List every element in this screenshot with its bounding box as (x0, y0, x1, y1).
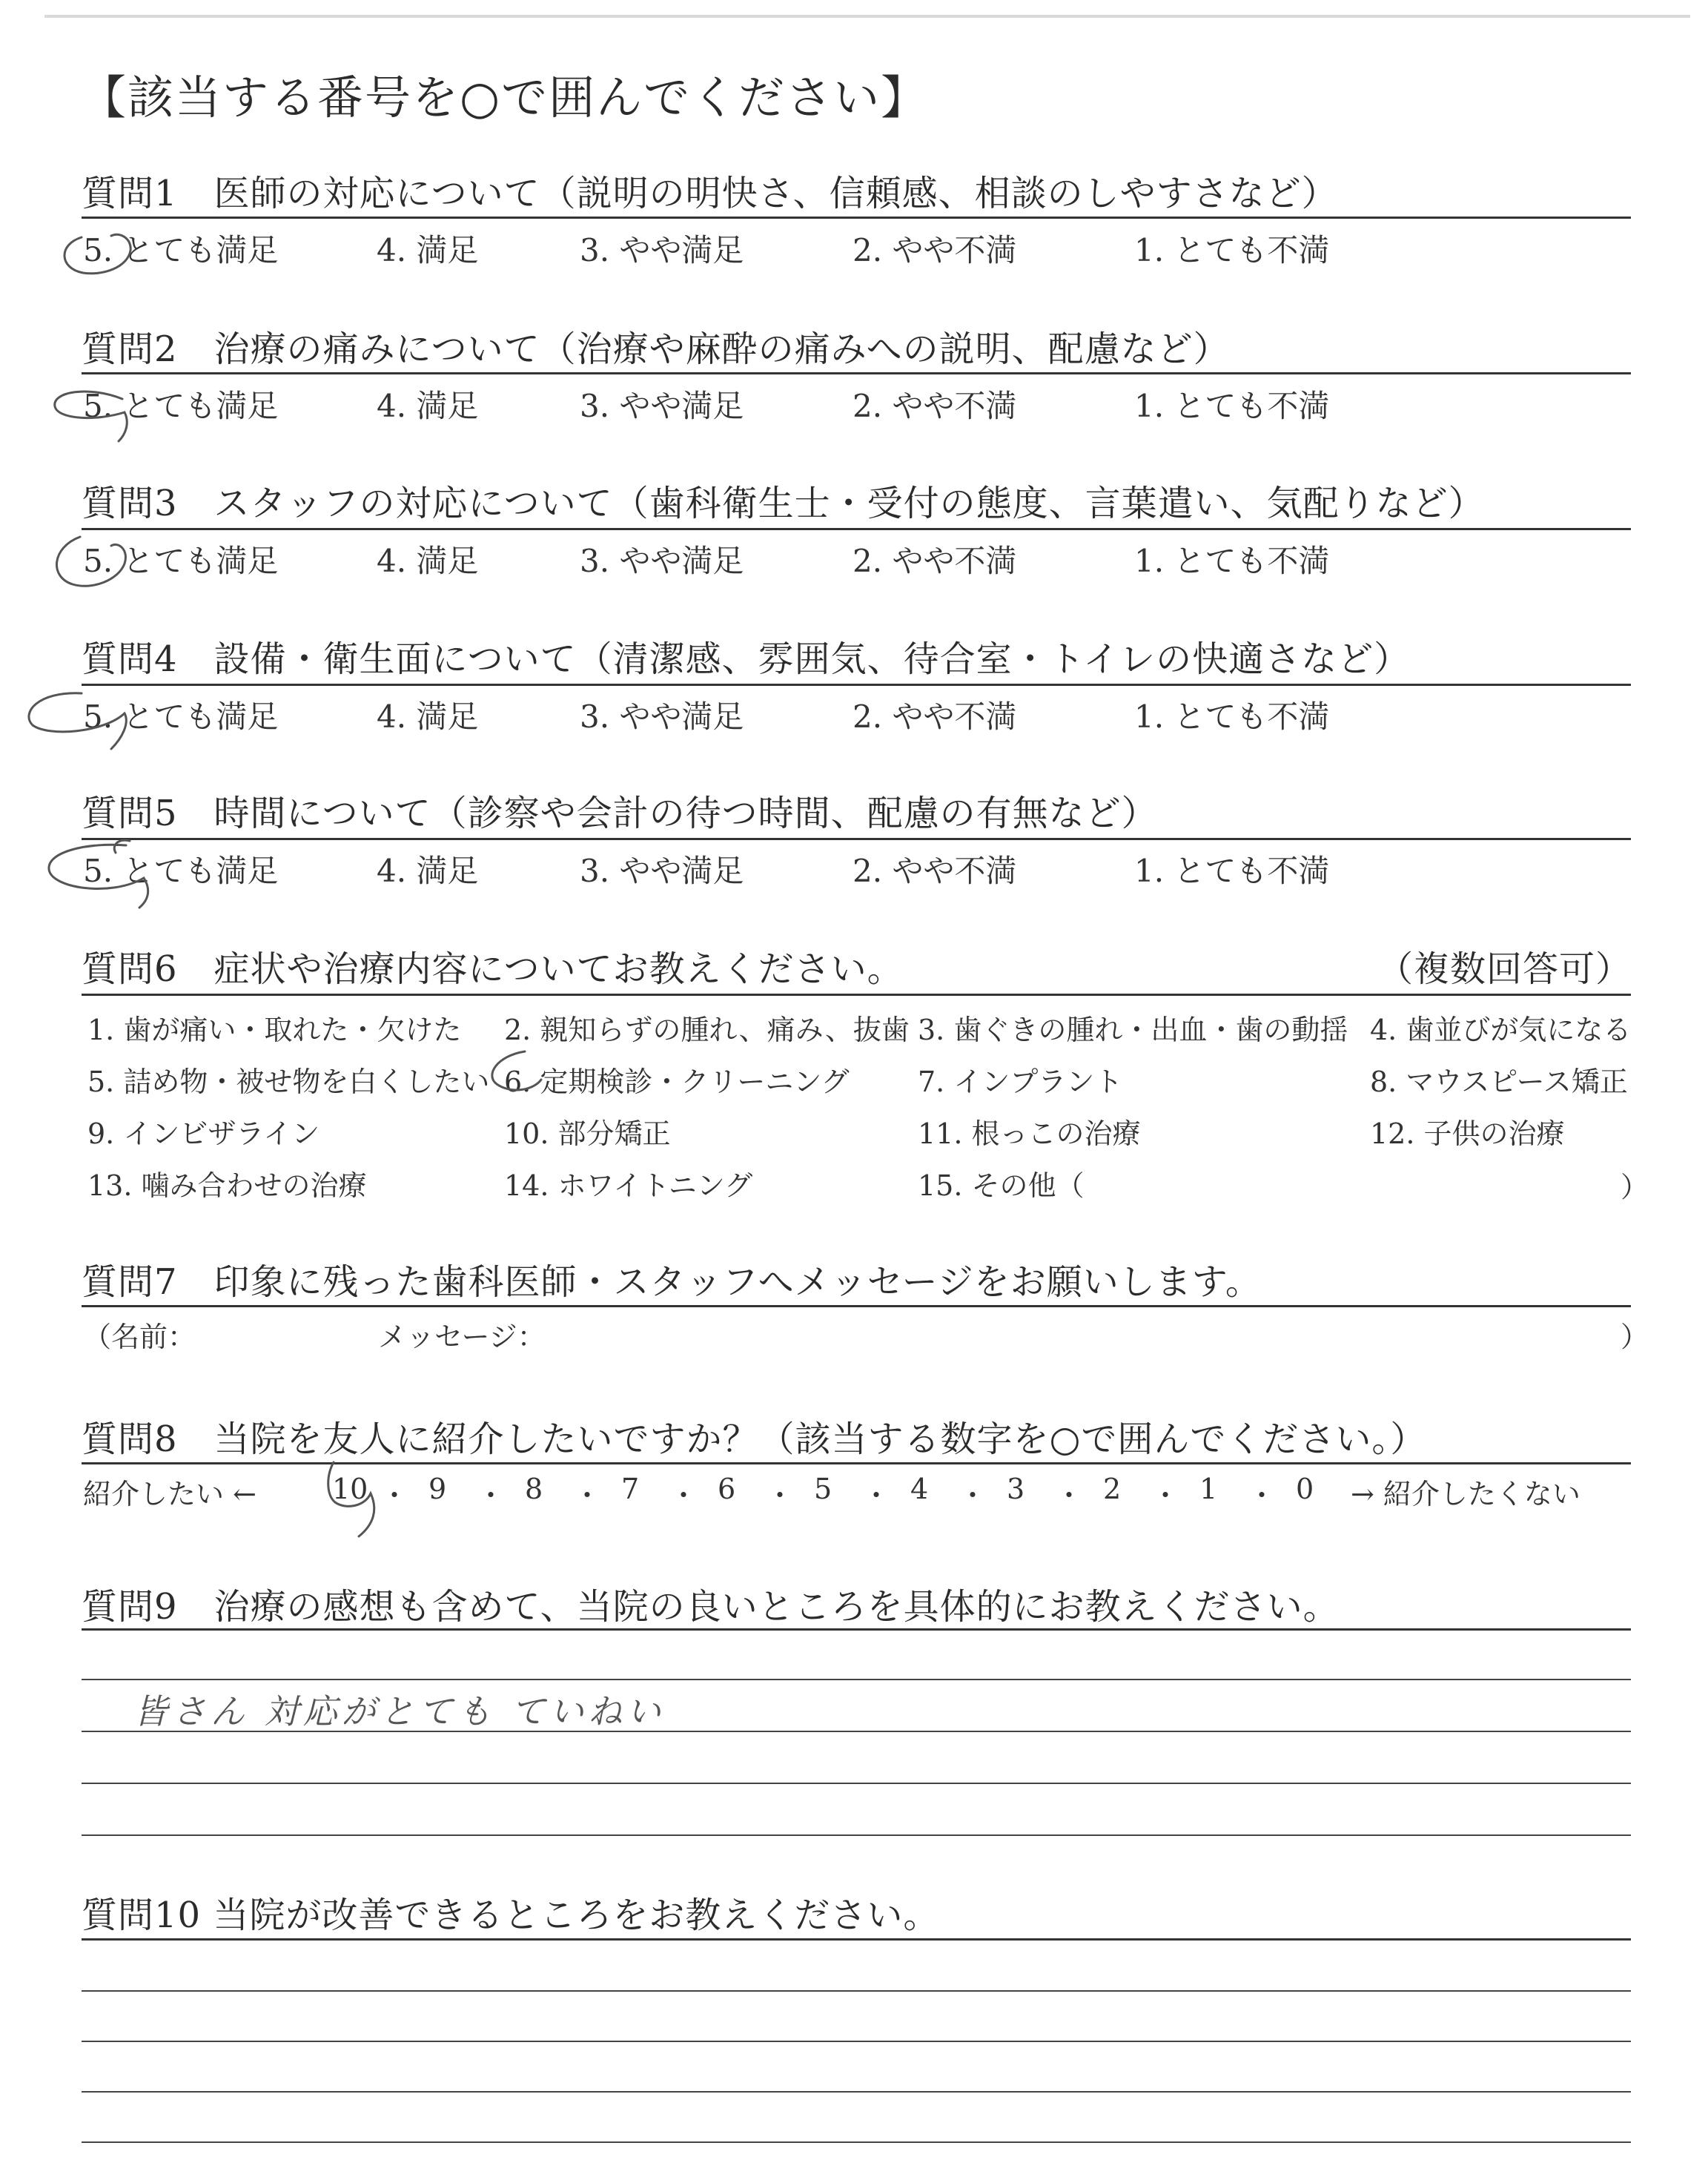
q6-option-5[interactable]: 5. 詰め物・被せ物を白くしたい (87, 1066, 490, 1098)
q6-option-6[interactable]: 6. 定期検診・クリーニング (504, 1066, 850, 1098)
q4-option-2[interactable]: 2. やや不満 (853, 698, 1017, 735)
q5-option-5[interactable]: 5. とても満足 (83, 853, 279, 889)
q9-rule (82, 1628, 1631, 1631)
q7-title: 質問7 印象に残った歯科医師・スタッフへメッセージをお願いします。 (82, 1261, 1262, 1303)
q8-scale-value-1[interactable]: 1 (1199, 1473, 1218, 1505)
q5-title: 質問5 時間について（診察や会計の待つ時間、配慮の有無など） (82, 793, 1158, 834)
q4-option-4[interactable]: 4. 満足 (377, 698, 479, 735)
q6-option-1[interactable]: 1. 歯が痛い・取れた・欠けた (87, 1014, 462, 1046)
q1-title: 質問1 医師の対応について（説明の明快さ、信頼感、相談のしやすさなど） (82, 173, 1338, 214)
q8-scale-separator: ・ (1055, 1479, 1084, 1512)
q1-option-4[interactable]: 4. 満足 (377, 232, 479, 268)
q6-option-12[interactable]: 12. 子供の治療 (1370, 1117, 1565, 1150)
q9-answer-line-3 (82, 1783, 1631, 1784)
q8-scale-value-9[interactable]: 9 (428, 1473, 447, 1505)
q4-option-3[interactable]: 3. やや満足 (580, 698, 744, 735)
q6-rule (82, 994, 1631, 996)
q7-message-label: メッセージ： (378, 1321, 546, 1353)
q10-title: 質問10 当院が改善できるところをお教えください。 (82, 1895, 940, 1936)
q7-name-label: （名前： (83, 1321, 196, 1353)
q1-option-3[interactable]: 3. やや満足 (580, 232, 744, 268)
q3-option-1[interactable]: 1. とても不満 (1134, 543, 1330, 579)
q10-answer-line-2 (82, 2041, 1631, 2042)
q6-option-9[interactable]: 9. インビザライン (87, 1117, 320, 1150)
q4-rule (82, 684, 1631, 686)
q9-answer-line-2 (82, 1731, 1631, 1732)
q8-scale-value-2[interactable]: 2 (1103, 1473, 1122, 1505)
q8-scale-value-7[interactable]: 7 (621, 1473, 640, 1505)
q1-rule (82, 217, 1631, 219)
q9-answer-line-4 (82, 1834, 1631, 1836)
q6-option-14[interactable]: 14. ホワイトニング (504, 1169, 753, 1202)
q3-rule (82, 528, 1631, 530)
q10-answer-line-3 (82, 2091, 1631, 2093)
q8-scale-value-4[interactable]: 4 (910, 1473, 929, 1505)
q6-other-close-paren: ） (1621, 1171, 1649, 1203)
q9-handwritten-answer: 皆さん 対応がとても ていねい (133, 1691, 666, 1731)
q5-option-2[interactable]: 2. やや不満 (853, 853, 1017, 889)
q6-option-10[interactable]: 10. 部分矯正 (504, 1117, 671, 1150)
q8-scale-separator: ・ (766, 1479, 795, 1512)
q2-rule (82, 372, 1631, 374)
q2-option-3[interactable]: 3. やや満足 (580, 388, 744, 424)
q8-right-label: → 紹介したくない (1351, 1478, 1580, 1510)
q8-scale-separator: ・ (477, 1479, 506, 1512)
q4-option-1[interactable]: 1. とても不満 (1134, 698, 1330, 735)
q7-rule (82, 1305, 1631, 1307)
q6-option-13[interactable]: 13. 噛み合わせの治療 (87, 1169, 367, 1202)
q8-title: 質問8 当院を友人に紹介したいですか？（該当する数字を○で囲んでください。） (82, 1418, 1427, 1460)
q8-scale-separator: ・ (1248, 1479, 1277, 1512)
q1-option-5[interactable]: 5. とても満足 (83, 232, 279, 268)
q8-scale-separator: ・ (573, 1479, 602, 1512)
q6-option-8[interactable]: 8. マウスピース矯正 (1370, 1066, 1628, 1098)
q4-title: 質問4 設備・衛生面について（清潔感、雰囲気、待合室・トイレの快適さなど） (82, 638, 1411, 680)
q5-rule (82, 838, 1631, 840)
q8-scale-value-3[interactable]: 3 (1007, 1473, 1025, 1505)
q2-option-4[interactable]: 4. 満足 (377, 388, 479, 424)
q8-scale-value-8[interactable]: 8 (525, 1473, 543, 1505)
q5-option-3[interactable]: 3. やや満足 (580, 853, 744, 889)
q10-answer-line-4 (82, 2141, 1631, 2143)
q8-rule (82, 1462, 1631, 1464)
q2-option-2[interactable]: 2. やや不満 (853, 388, 1017, 424)
q1-option-2[interactable]: 2. やや不満 (853, 232, 1017, 268)
q3-option-4[interactable]: 4. 満足 (377, 543, 479, 579)
q3-option-5[interactable]: 5. とても満足 (83, 543, 279, 579)
q8-scale-value-6[interactable]: 6 (718, 1473, 736, 1505)
q2-option-5[interactable]: 5. とても満足 (83, 388, 279, 424)
q9-title: 質問9 治療の感想も含めて、当院の良いところを具体的にお教えください。 (82, 1586, 1340, 1628)
q6-option-7[interactable]: 7. インプラント (918, 1066, 1123, 1098)
q8-left-label: 紹介したい ← (83, 1478, 256, 1510)
q7-close-paren: ） (1621, 1321, 1649, 1353)
q3-option-2[interactable]: 2. やや不満 (853, 543, 1017, 579)
q8-scale-separator: ・ (959, 1479, 987, 1512)
page-header: 【該当する番号を○で囲んでください】 (80, 70, 929, 125)
q3-option-3[interactable]: 3. やや満足 (580, 543, 744, 579)
q8-scale-separator: ・ (1151, 1479, 1180, 1512)
q6-option-15[interactable]: 15. その他（ (918, 1169, 1085, 1202)
q6-option-4[interactable]: 4. 歯並びが気になる (1370, 1014, 1632, 1046)
q6-option-3[interactable]: 3. 歯ぐきの腫れ・出血・歯の動揺 (918, 1014, 1348, 1046)
q8-scale-value-0[interactable]: 0 (1296, 1473, 1314, 1505)
q8-scale-value-5[interactable]: 5 (814, 1473, 833, 1505)
q1-option-1[interactable]: 1. とても不満 (1134, 232, 1330, 268)
q8-scale-separator: ・ (862, 1479, 891, 1512)
q2-title: 質問2 治療の痛みについて（治療や麻酔の痛みへの説明、配慮など） (82, 328, 1230, 370)
q6-option-2[interactable]: 2. 親知らずの腫れ、痛み、抜歯 (504, 1014, 910, 1046)
q8-scale-separator: ・ (380, 1479, 409, 1512)
q5-option-1[interactable]: 1. とても不満 (1134, 853, 1330, 889)
q8-scale-separator: ・ (669, 1479, 698, 1512)
q5-option-4[interactable]: 4. 満足 (377, 853, 479, 889)
q4-option-5[interactable]: 5. とても満足 (83, 698, 279, 735)
q2-option-1[interactable]: 1. とても不満 (1134, 388, 1330, 424)
q3-title: 質問3 スタッフの対応について（歯科衛生士・受付の態度、言葉遣い、気配りなど） (82, 483, 1485, 524)
q6-option-11[interactable]: 11. 根っこの治療 (918, 1117, 1141, 1150)
q6-title: 質問6 症状や治療内容についてお教えください。 (82, 948, 904, 990)
q6-note: （複数回答可） (1377, 948, 1632, 990)
q8-scale-value-10[interactable]: 10 (332, 1473, 368, 1505)
q10-rule (82, 1938, 1631, 1941)
top-divider (44, 15, 1690, 18)
q10-answer-line-1 (82, 1990, 1631, 1992)
q9-answer-line-1 (82, 1679, 1631, 1680)
